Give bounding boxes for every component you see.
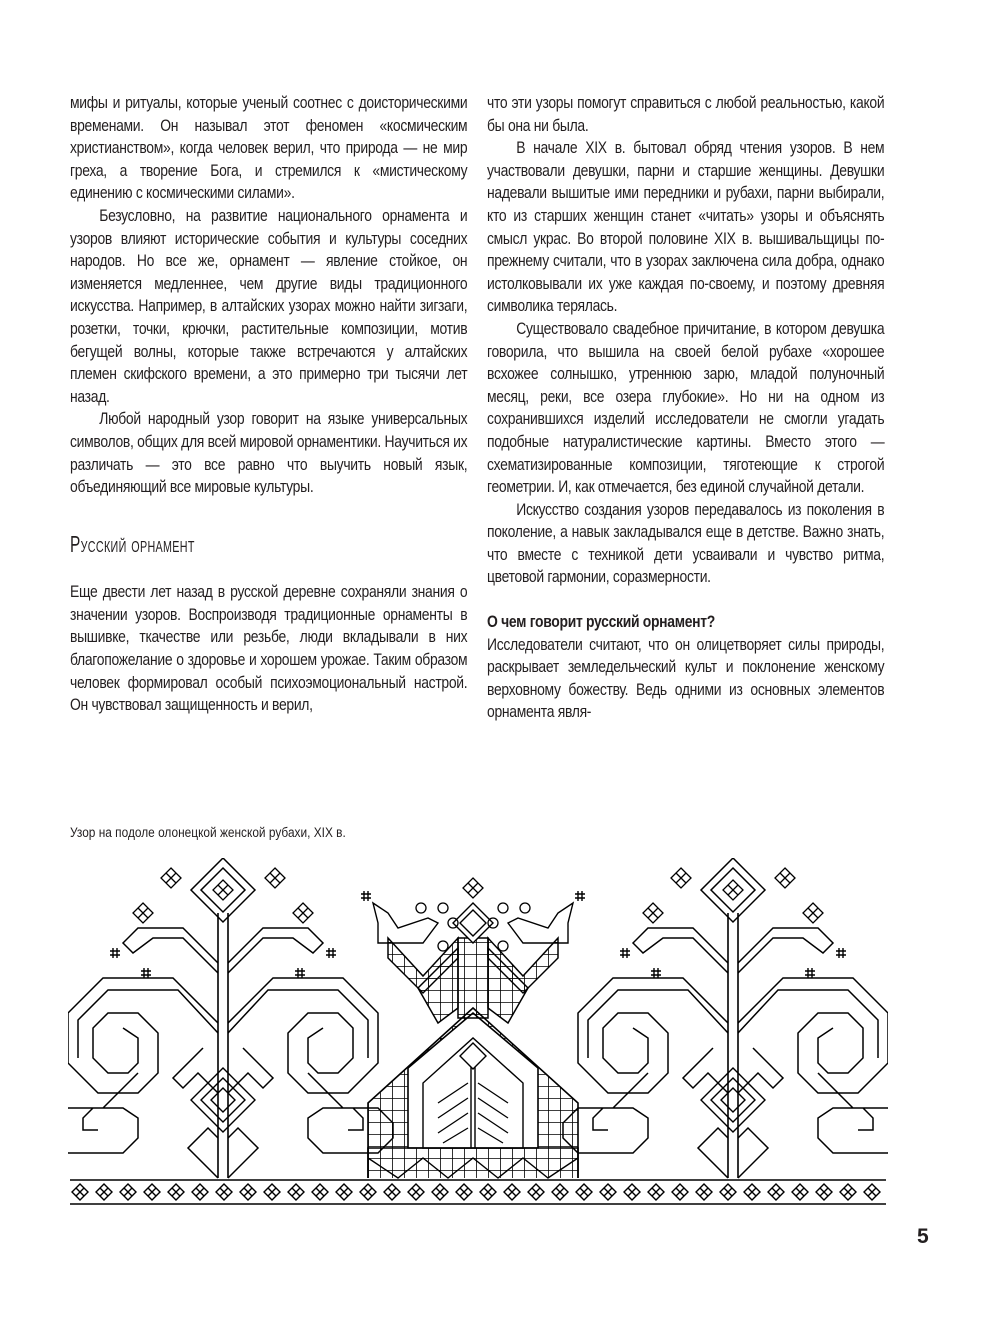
left-text-column xyxy=(70,92,467,717)
embroidery-ornament-icon xyxy=(68,858,888,1210)
paragraph: Искусство создания узоров передавалось из поколения в поколение, а навык закладывался еще в детстве. Важно знать, что вместе с техникой дети усваивали и чувство ритма, цветовой гармонии, соразмерности. xyxy=(487,500,885,587)
paragraph: Еще двести лет назад в русской деревне сохраняли знания о значении узоров. Воспроизводя традиционные орнаменты в вышивке, ткачестве или резьбе, люди вкладывали в них благопожелание о здоровье и хорошем урожае. Таким образом человек формировал особый психоэмоциональный настрой. Он чувствовал защищенность и верил, xyxy=(70,583,468,715)
right-text-column xyxy=(487,92,884,724)
paragraph: В начале XIX в. бытовал обряд чтения узоров. В нем участвовали девушки, парни и старшие женщины. Девушки надевали вышитые ими передники и рубахи, парни выбирали, кто из старших женщин станет «читать» узоры и объяснять смысл украс. Во второй половине XIX в. вышивальщицы по-прежнему считали, что в узорах заключена сила добра, однако истолковывали их уже каждая по-своему, и поэтому древняя символика терялась. xyxy=(487,139,885,316)
paragraph: что эти узоры помогут справиться с любой реальностью, какой бы она ни была. xyxy=(487,94,885,135)
page-number: 5 xyxy=(917,1225,929,1248)
paragraph: Любой народный узор говорит на языке универсальных символов, общих для всей мировой орнаментики. Научиться их различать — это все равно что выучить новый язык, объединяющий все мировые культуры. xyxy=(70,410,468,497)
paragraph: мифы и ритуалы, которые ученый соотнес с доисторическими временами. Он называл этот феномен «космическим христианством», когда человек верил, что природа — не мир греха, а творение Бога, и стремился к «мистическому единению с космическими силами». xyxy=(70,94,468,203)
paragraph: Исследователи считают, что он олицетворяет силы природы, раскрывает земледельческий культ и поклонение женскому верховному божеству. Ведь одними из основных элементов орнамента явля- xyxy=(487,635,885,722)
figure-caption: Узор на подоле олонецкой женской рубахи, XIX в. xyxy=(70,825,346,840)
subheading: О чем говорит русский орнамент? xyxy=(487,613,716,632)
paragraph: Безусловно, на развитие национального орнамента и узоров влияют исторические события и культуры соседних народов. Но все же, орнамент — явление стойкое, он изменяется медленнее, чем другие виды традиционного искусства. Например, в алтайских узорах можно найти зигзаги, розетки, точки, крючки, растительные композиции, мотив бегущей волны, которые также встречаются у алтайских племен скифского времени, а это примерно три тысячи лет назад. xyxy=(70,206,468,406)
paragraph: Существовало свадебное причитание, в котором девушка говорила, что вышила на своей белой рубахе «хорошее всхожее солнышко, утреннюю зарю, младой полуночный месяц, реки, все озера глубокие». Но ни на одном из сохранившихся изделий исследователи не смогли угадать подобные натуралистические картины. Вместо этого — схематизированные композиции, тяготеющие к строгой геометрии. И, как отмечается, без единой случайной детали. xyxy=(487,319,885,497)
section-title: Русский орнамент xyxy=(70,530,195,557)
